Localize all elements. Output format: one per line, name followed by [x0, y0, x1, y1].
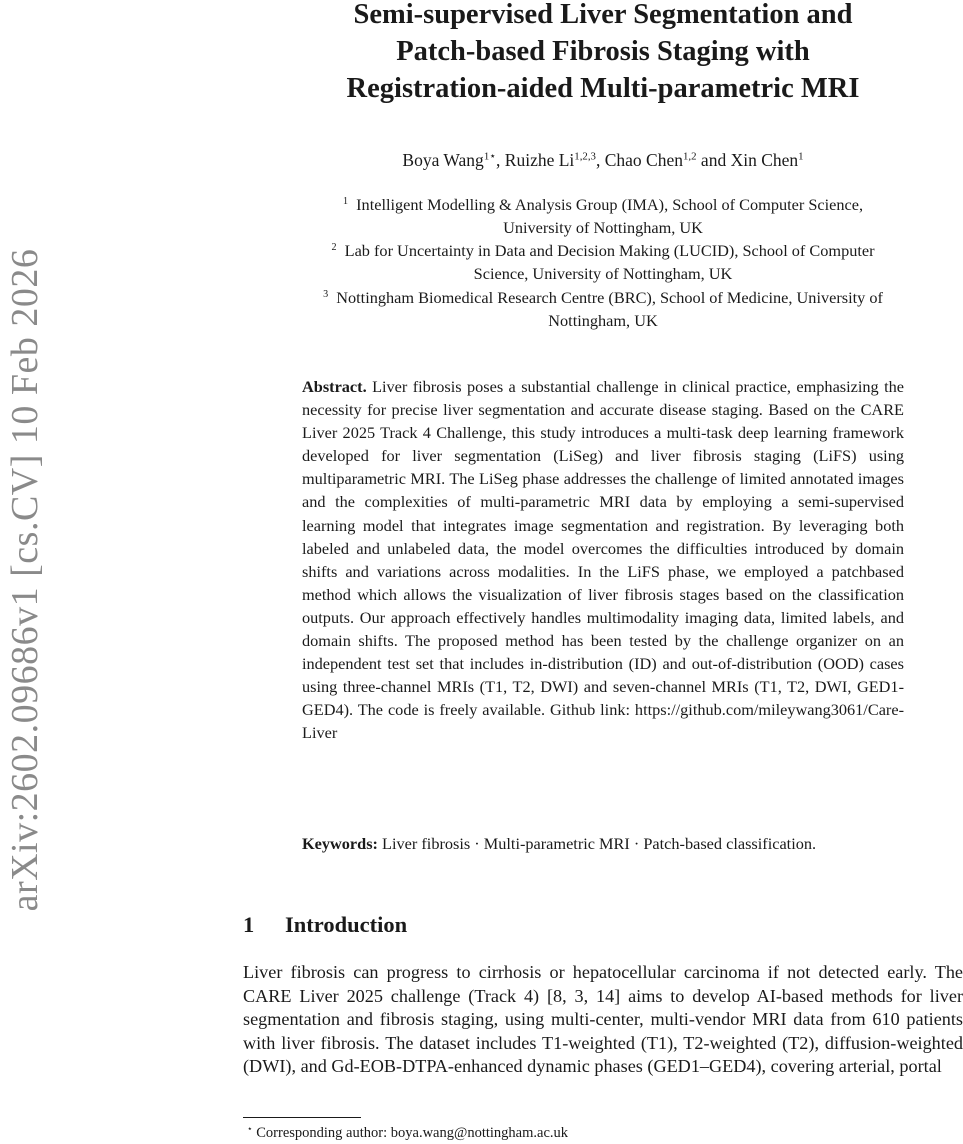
footnote: [247, 1124, 568, 1142]
section-title: Introduction: [285, 912, 408, 937]
keywords-label: Keywords:: [302, 834, 378, 853]
affiliation-line: Science, University of Nottingham, UK: [473, 264, 733, 283]
author-affiliation-mark: 1⋆: [483, 150, 497, 163]
author-affiliation-mark: 1,2: [682, 150, 697, 163]
arxiv-identifier: arXiv:2602.09686v1 [cs.CV] 10 Feb 2026: [4, 248, 46, 912]
title-line-2: Patch-based Fibrosis Staging with: [396, 36, 810, 67]
author-name: Xin Chen: [730, 150, 799, 170]
affiliation-number: 2: [331, 241, 337, 253]
abstract: [302, 375, 904, 745]
author-affiliation-mark: 1: [798, 150, 804, 163]
introduction-paragraph: Liver fibrosis can progress to cirrhosis or hepatocellular carcinoma if not detected early. The CARE Liver 2025 challenge (Track 4) [8, 3, 14] aims to develop AI-based methods for liver segmentation and fibrosis staging, using multi-center, multi-vendor MRI data from 610 patients with liver fibrosis. The dataset includes T1-weighted (T1), T2-weighted (T2), diffusion-weighted (DWI), and Gd-EOB-DTPA-enhanced dynamic phases (GED1–GED4), covering arterial, portal: [243, 962, 963, 1077]
author-affiliation-mark: 1,2,3: [574, 150, 596, 163]
footnote-divider: [243, 1117, 361, 1118]
section-number: 1: [243, 912, 255, 937]
affiliation-number: 1: [342, 195, 348, 207]
keywords-text: Liver fibrosis · Multi-parametric MRI · Patch-based classification.: [382, 834, 817, 853]
affiliation-line: Lab for Uncertainty in Data and Decision Making (LUCID), School of Computer: [344, 241, 875, 260]
footnote-text: Corresponding author: boya.wang@nottingham.ac.uk: [256, 1125, 568, 1141]
affiliation-line: Nottingham Biomedical Research Centre (BRC), School of Medicine, University of: [336, 288, 883, 307]
title-line-3: Registration-aided Multi-parametric MRI: [346, 73, 860, 104]
section-heading-introduction: [243, 910, 407, 940]
author-name: Boya Wang: [402, 150, 484, 170]
affiliation-line: Intelligent Modelling & Analysis Group (IMA), School of Computer Science,: [356, 195, 864, 214]
footnote-mark: ⋆: [247, 1123, 253, 1134]
keywords: [302, 832, 904, 855]
affiliation-number: 3: [323, 288, 329, 300]
author-list: [243, 149, 963, 171]
author-separator: and: [696, 150, 731, 170]
title-line-1: Semi-supervised Liver Segmentation and: [353, 0, 853, 30]
paper-title: [243, 0, 963, 107]
author-name: Chao Chen: [604, 150, 683, 170]
affiliation-3: [243, 286, 963, 332]
affiliation-line: University of Nottingham, UK: [503, 218, 703, 237]
affiliation-line: Nottingham, UK: [548, 311, 658, 330]
abstract-label: Abstract.: [302, 377, 367, 396]
abstract-text: Liver fibrosis poses a substantial challenge in clinical practice, emphasizing the necessity for precise liver segmentation and accurate disease staging. Based on the CARE Liver 2025 Track 4 Challenge, this study introduces a multi-task deep learning framework developed for liver segmentation (LiSeg) and liver fibrosis staging (LiFS) using multiparametric MRI. The LiSeg phase addresses the challenge of limited annotated images and the complexities of multi-parametric MRI data by employing a semi-supervised learning model that integrates image segmentation and registration. By leveraging both labeled and unlabeled data, the model overcomes the difficulties introduced by domain shifts and variations across modalities. In the LiFS phase, we employed a patchbased method which allows the visualization of liver fibrosis stages based on the classification outputs. Our approach effectively handles multimodality imaging data, limited labels, and domain shifts. The proposed method has been tested by the challenge organizer on an independent test set that includes in-distribution (ID) and out-of-distribution (OOD) cases using three-channel MRIs (T1, T2, DWI) and seven-channel MRIs (T1, T2, DWI, GED1-GED4). The code is freely available. Github link: https://github.com/mileywang3061/Care-Liver: [302, 377, 904, 743]
affiliation-2: [243, 239, 963, 285]
author-name: Ruizhe Li: [504, 150, 575, 170]
affiliation-1: [243, 193, 963, 239]
author-separator: ,: [496, 150, 505, 170]
author-separator: ,: [595, 150, 605, 170]
